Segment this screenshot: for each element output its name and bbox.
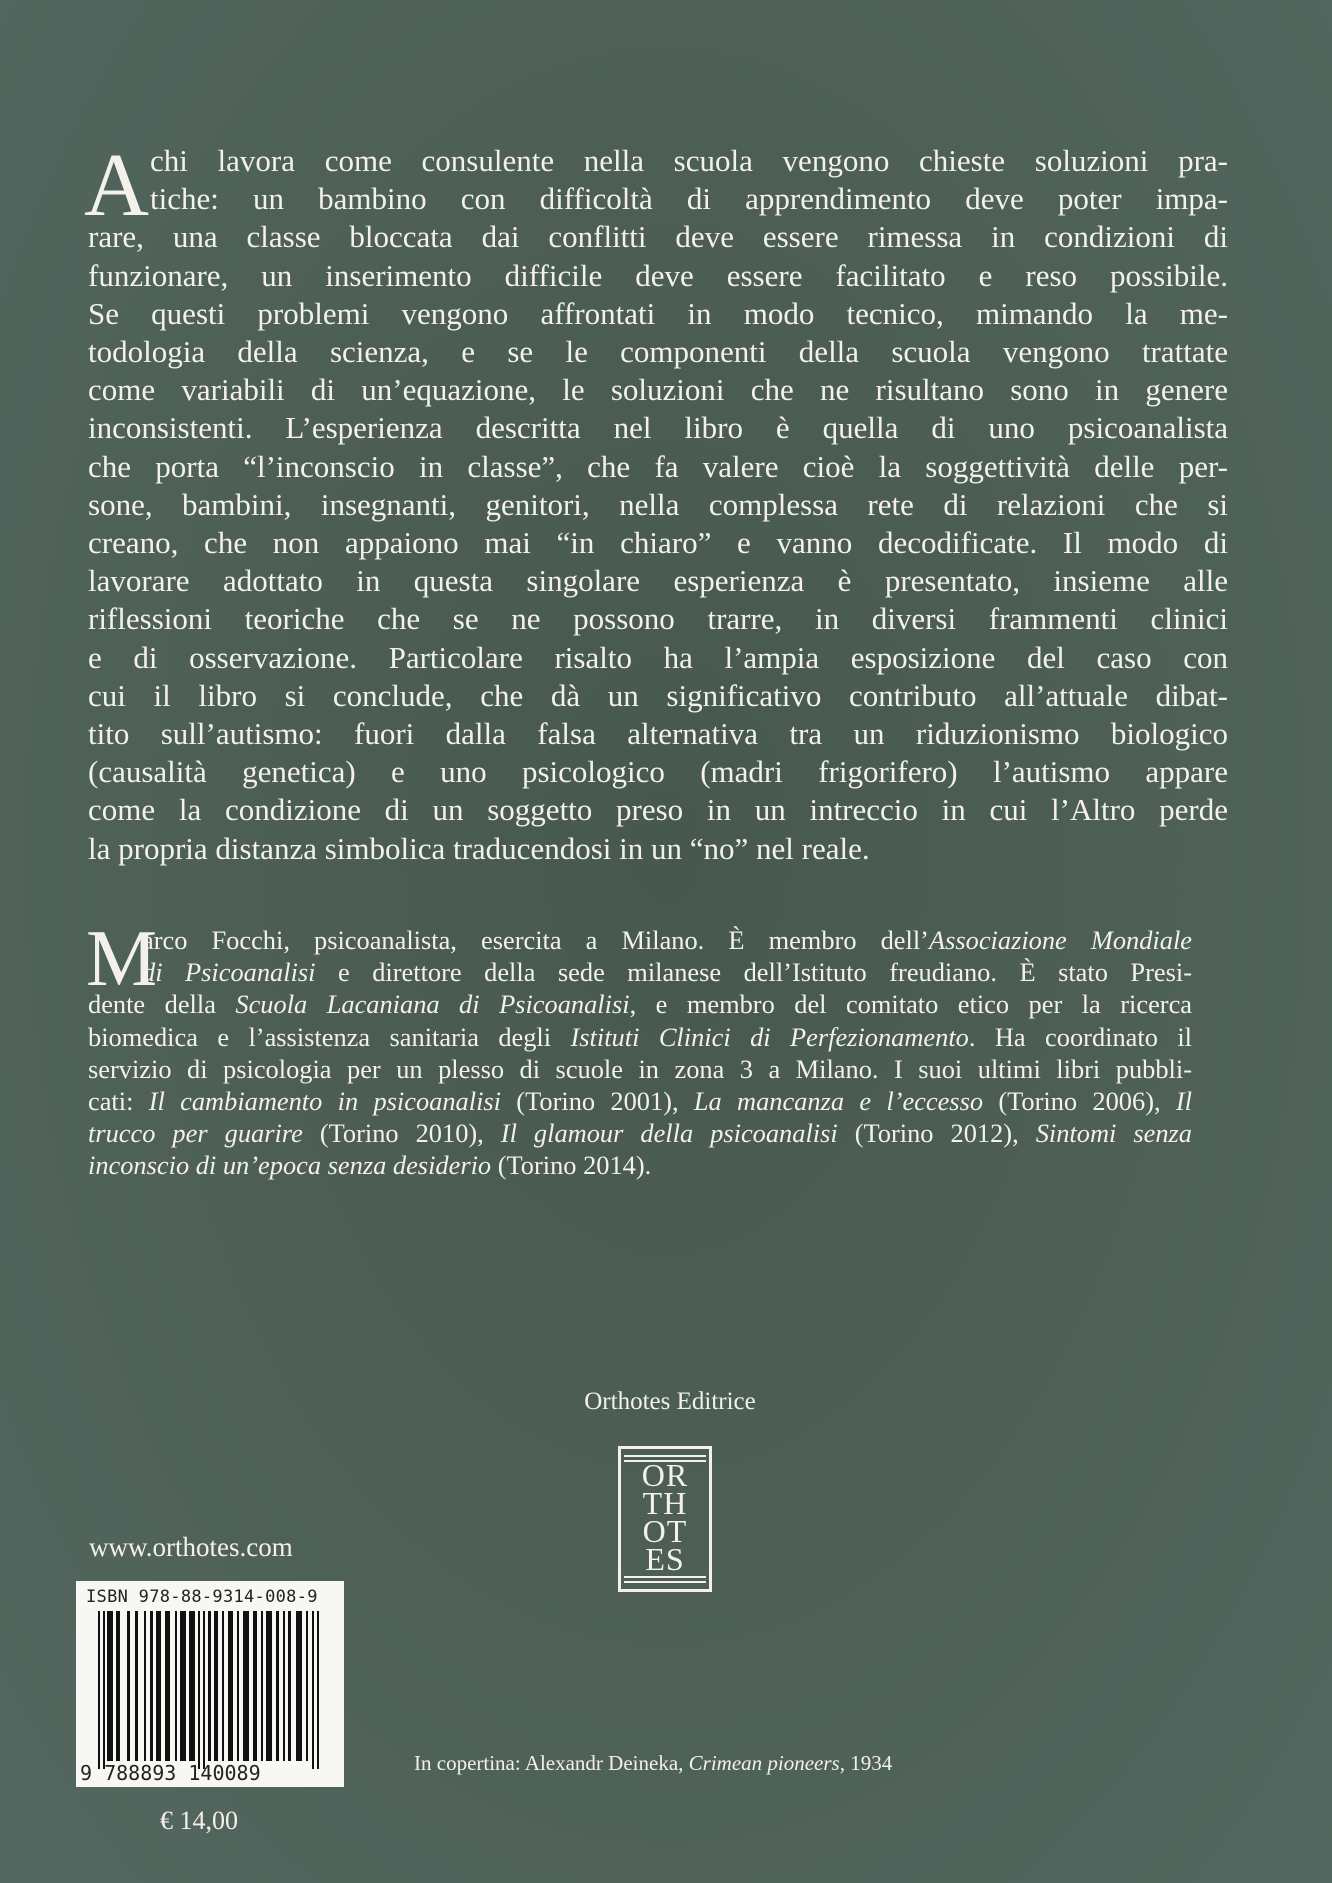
blurb-line: come variabili di un’equazione, le soluzioni che ne risultano sono in genere: [88, 372, 1228, 408]
author-bio: [86, 915, 1192, 1182]
bio-line: servizio di psicologia per un plesso di scuole in zona 3 a Milano. I suoi ultimi libri pubbli-: [88, 1053, 1192, 1084]
blurb-line: che porta “l’inconscio in classe”, che fa valere cioè la soggettività delle per-: [88, 448, 1228, 484]
bio-line: arco Focchi, psicoanalista, esercita a Milano. È membro dell’Associazione Mondiale: [142, 925, 1192, 955]
blurb-line: Se questi problemi vengono affrontati in modo tecnico, mimando la me-: [88, 295, 1228, 331]
cover-credit: In copertina: Alexandr Deineka, Crimean pioneers, 1934: [414, 1751, 893, 1775]
blurb-line: creano, che non appaiono mai “in chiaro” e vanno decodificate. Il modo di: [88, 525, 1228, 561]
bio-line: inconscio di un’epoca senza desiderio (Torino 2014).: [88, 1150, 652, 1181]
barcode-digits: 9 788893 140089: [80, 1761, 261, 1785]
barcode-icon: [98, 1611, 338, 1769]
bio-line: trucco per guarire (Torino 2010), Il glamour della psicoanalisi (Torino 2012), Sintomi senza: [88, 1118, 1192, 1149]
isbn-barcode: [76, 1581, 344, 1787]
price: € 14,00: [160, 1806, 238, 1835]
logo-rule-bottom: [624, 1581, 706, 1583]
blurb-line: chi lavora come consulente nella scuola vengono chieste soluzioni pra-: [150, 143, 1228, 178]
bio-line: dente della Scuola Lacaniana di Psicoanalisi, e membro del comitato etico per la ricerca: [88, 989, 1192, 1020]
blurb-line: todologia della scienza, e se le componenti della scuola vengono trattate: [88, 334, 1228, 370]
publisher-name: Orthotes Editrice: [584, 1388, 756, 1415]
blurb-line: funzionare, un inserimento difficile deve essere facilitato e reso possibile.: [88, 257, 1228, 293]
logo-letters: OR TH OT ES: [641, 1457, 689, 1577]
blurb-line: la propria distanza simbolica traducendosi in un “no” nel reale.: [88, 830, 870, 866]
blurb-line: sone, bambini, insegnanti, genitori, nella complessa rete di relazioni che si: [88, 486, 1228, 522]
blurb-line: inconsistenti. L’esperienza descritta nel libro è quella di uno psicoanalista: [88, 410, 1228, 446]
bio-line: cati: Il cambiamento in psicoanalisi (Torino 2001), La mancanza e l’eccesso (Torino 2006), Il: [88, 1086, 1192, 1117]
bio-line: biomedica e l’assistenza sanitaria degli Istituti Clinici di Perfezionamento. Ha coordinato il: [88, 1021, 1192, 1052]
blurb-line: lavorare adottato in questa singolare esperienza è presentato, insieme alle: [88, 563, 1228, 599]
artwork-title: Crimean pioneers: [688, 1751, 840, 1775]
publisher-logo: [618, 1446, 712, 1592]
blurb-line: tiche: un bambino con difficoltà di apprendimento deve poter impa-: [150, 181, 1228, 217]
blurb-dropcap: A: [84, 136, 149, 235]
blurb-line: e di osservazione. Particolare risalto ha l’ampia esposizione del caso con: [88, 639, 1228, 675]
bio-line: di Psicoanalisi e direttore della sede milanese dell’Istituto freudiano. È stato Presi-: [142, 957, 1192, 988]
blurb-paragraph: [84, 136, 1228, 868]
blurb-line: (causalità genetica) e uno psicologico (madri frigorifero) l’autismo appare: [88, 754, 1228, 790]
blurb-line: cui il libro si conclude, che dà un significativo contributo all’attuale dibat-: [88, 677, 1228, 713]
bio-dropcap: M: [86, 915, 158, 1003]
blurb-line: rare, una classe bloccata dai conflitti deve essere rimessa in condizioni di: [88, 219, 1228, 255]
barcode-bars: [98, 1611, 338, 1769]
blurb-line: tito sull’autismo: fuori dalla falsa alternativa tra un riduzionismo biologico: [88, 716, 1228, 752]
logo-rule-bottom-inner: [624, 1576, 706, 1578]
blurb-line: come la condizione di un soggetto preso in un intreccio in cui l’Altro perde: [88, 792, 1228, 828]
blurb-line: riflessioni teoriche che se ne possono trarre, in diversi frammenti clinici: [88, 601, 1228, 637]
isbn-label: ISBN 978-88-9314-008-9: [86, 1587, 318, 1607]
website-link[interactable]: www.orthotes.com: [89, 1532, 293, 1562]
